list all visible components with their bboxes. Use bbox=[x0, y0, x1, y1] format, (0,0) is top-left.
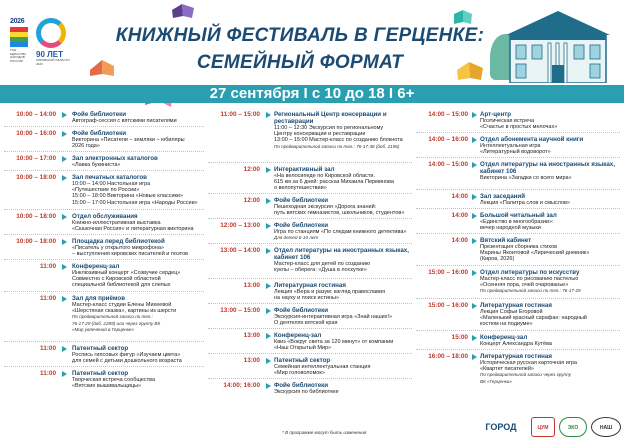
event-line: Квиз «Вокруг света за 120 минут» от компании bbox=[274, 339, 394, 345]
event-line: «На велосипеде по Кировской области. bbox=[274, 173, 376, 179]
divider bbox=[416, 157, 620, 158]
event-line: Центру консервации и реставрации bbox=[274, 131, 366, 138]
event-line: 11:00 – 12:30 Экскурсия по региональному bbox=[274, 125, 384, 131]
event-line: о велопутешествии» bbox=[274, 185, 327, 192]
event-venue: Вятский кабинет bbox=[480, 237, 532, 244]
event-date-bar: 27 сентября I с 10 до 18 I 6+ bbox=[0, 85, 624, 103]
divider bbox=[208, 278, 412, 279]
event-venue: Патентный сектор bbox=[274, 357, 331, 364]
arrow-icon bbox=[266, 358, 271, 364]
event-line: костюм на подиуме» bbox=[480, 321, 533, 328]
event-line: Викторина «Писатели – земляки – юбиляры bbox=[72, 137, 185, 143]
event-line: «Единство в многообразии»: bbox=[480, 219, 554, 225]
divider bbox=[208, 303, 412, 304]
event-venue: Арт-центр bbox=[480, 111, 512, 118]
arrow-icon bbox=[472, 270, 477, 276]
event-body bbox=[480, 212, 622, 231]
event-body bbox=[274, 282, 414, 301]
event-body bbox=[72, 263, 208, 289]
sponsor-logos bbox=[475, 415, 623, 439]
event-time: 13:00 bbox=[243, 332, 260, 339]
arrow-icon bbox=[266, 112, 271, 118]
divider bbox=[208, 353, 412, 354]
event-venue: Фойе библиотеки bbox=[72, 111, 127, 118]
event-line: 10:00 – 14:00 Настольная игра bbox=[72, 181, 151, 187]
event-line: Мастер-класс для детей по созданию bbox=[274, 261, 371, 267]
arrow-icon bbox=[266, 383, 271, 389]
event-venue: Литературная гостиная bbox=[480, 302, 552, 309]
event-venue: Патентный сектор bbox=[72, 345, 129, 352]
event-line: «Шерстяная сказка», картины из шерсти bbox=[72, 308, 177, 315]
event-note: По предварительной записи через группу bbox=[480, 372, 571, 378]
event-time: 12:00 bbox=[243, 197, 260, 204]
event-time: 13:00 – 14:00 bbox=[220, 247, 260, 254]
divider bbox=[4, 170, 204, 171]
event-line: путь вятских гимназистов, школьников, студентов» bbox=[274, 210, 405, 217]
event-body bbox=[480, 237, 622, 263]
event-note: По предварительной записи по тел.: bbox=[72, 314, 153, 320]
event-note: По предварительной записи по тел.: 76-17-29 bbox=[480, 288, 581, 294]
event-body bbox=[480, 269, 622, 295]
logos bbox=[10, 18, 75, 73]
sponsor-eco-logo: ЭКО bbox=[559, 417, 587, 437]
event-venue: Интерактивный зал bbox=[274, 166, 335, 173]
event-line: 13:00 – 15:00 Мастер-класс по созданию блокнота bbox=[274, 137, 403, 144]
event-body bbox=[274, 197, 414, 216]
logo-stripes-icon bbox=[10, 27, 28, 47]
sponsor-gorod-logo: ГОРОД bbox=[485, 422, 517, 432]
divider bbox=[416, 349, 620, 350]
event-venue: Фойе библиотеки bbox=[274, 307, 329, 314]
event-venue: Фойе библиотеки bbox=[72, 130, 127, 137]
arrow-icon bbox=[62, 131, 67, 137]
event-venue: Фойе библиотеки bbox=[274, 382, 329, 389]
event-line: (Киров, 2026) bbox=[480, 256, 515, 263]
event-line: Творческая встреча сообщества bbox=[72, 377, 156, 383]
event-time: 14:00 bbox=[451, 212, 468, 219]
event-line: «Счастье в простых мелочах» bbox=[480, 124, 558, 131]
event-body bbox=[480, 193, 622, 206]
event-line: вечер народной музыки bbox=[480, 225, 541, 232]
event-body bbox=[72, 295, 208, 333]
event-line: Инклюзивный концерт «Созвучие сердец» bbox=[72, 270, 181, 276]
page-title bbox=[110, 22, 490, 76]
event-time: 11:00 – 15:00 bbox=[220, 111, 260, 118]
arrow-icon bbox=[62, 175, 67, 181]
event-time: 10:00 – 18:00 bbox=[16, 174, 56, 181]
event-body bbox=[274, 166, 414, 192]
title-line-1: КНИЖНЫЙ ФЕСТИВАЛЬ В ГЕРЦЕНКЕ: bbox=[115, 25, 485, 46]
arrow-icon bbox=[472, 213, 477, 219]
event-time: 10:00 – 16:00 bbox=[16, 130, 56, 137]
divider bbox=[416, 330, 620, 331]
event-line: Совместно с Кировской областной bbox=[72, 276, 161, 283]
arrow-icon bbox=[472, 354, 477, 360]
event-line: Поэтическая встреча bbox=[480, 118, 535, 124]
event-line: О деятелях вятской края bbox=[274, 320, 338, 327]
event-body bbox=[480, 136, 622, 155]
arrow-icon bbox=[62, 112, 67, 118]
event-venue: Литературная гостиная bbox=[480, 353, 552, 360]
event-body bbox=[72, 345, 208, 364]
event-time: 14:00 – 16:00 bbox=[428, 136, 468, 143]
event-line: Автограф-сессия с вятскими писателями bbox=[72, 118, 177, 124]
arrow-icon bbox=[266, 198, 271, 204]
event-line: – выступления кировских писателей и поэтов bbox=[72, 251, 189, 258]
event-body bbox=[72, 238, 208, 257]
event-venue: Отдел литературы по искусству bbox=[480, 269, 580, 276]
event-time: 13:00 bbox=[243, 282, 260, 289]
divider bbox=[416, 132, 620, 133]
event-venue: Зал электронных каталогов bbox=[72, 155, 158, 162]
event-line: «Маленький красный сарафан: народный bbox=[480, 315, 587, 322]
event-body bbox=[274, 222, 414, 241]
logo-caption: ГОД ЕДИНСТВА НАРОДОВ РОССИИ bbox=[10, 48, 27, 63]
event-body bbox=[480, 353, 622, 385]
arrow-icon bbox=[62, 296, 67, 302]
event-line: «Осенняя пора, очей очарованье» bbox=[480, 282, 569, 289]
divider bbox=[208, 162, 412, 163]
event-venue: Отдел литературы на иностранных языках, кабинет 106 bbox=[274, 247, 409, 261]
event-venue: Фойе библиотеки bbox=[274, 222, 329, 229]
kirov-ring-icon bbox=[36, 18, 66, 48]
event-body bbox=[274, 357, 414, 376]
divider bbox=[208, 328, 412, 329]
event-line: «Путешествие по России» bbox=[72, 187, 140, 194]
event-body bbox=[480, 111, 622, 130]
event-line: Роспись гипсовых фигур «Изучаем цвета» bbox=[72, 352, 181, 358]
event-time: 10:00 – 17:00 bbox=[16, 155, 56, 162]
divider bbox=[208, 378, 412, 379]
arrow-icon bbox=[472, 162, 477, 168]
event-body bbox=[72, 155, 208, 168]
event-venue: Отдел обслуживания bbox=[72, 213, 138, 220]
event-body bbox=[72, 111, 208, 124]
divider bbox=[4, 291, 204, 292]
title-line-2: СЕМЕЙНЫЙ ФОРМАТ bbox=[196, 52, 404, 73]
event-time: 14:00 – 15:00 bbox=[428, 111, 468, 118]
event-line: для семей с детьми дошкольного возраста bbox=[72, 358, 182, 365]
event-venue: Патентный сектор bbox=[72, 370, 129, 377]
event-line: Марины Якоитовой «Лирический дневник» bbox=[480, 250, 590, 257]
event-time: 11:00 bbox=[40, 295, 56, 302]
event-time: 12:00 bbox=[243, 166, 260, 173]
event-line: Мастер-класс по рисованию пастелью bbox=[480, 276, 579, 282]
flying-book-icon-3 bbox=[170, 2, 196, 20]
event-time: 14:00 – 15:00 bbox=[428, 161, 468, 168]
arrow-icon bbox=[472, 194, 477, 200]
event-venue: Отдел абонемента научной книги bbox=[480, 136, 584, 143]
logo-caption-2: КИРОВСКОЙ ОБЛАСТИ 2026 bbox=[36, 58, 70, 66]
divider bbox=[416, 189, 620, 190]
event-line: 15:00 – 18:00 Викторина «Новые классики» bbox=[72, 193, 184, 200]
event-body bbox=[274, 332, 414, 351]
divider bbox=[4, 234, 204, 235]
event-time: 10:00 – 14:00 bbox=[16, 111, 56, 118]
event-note: Для детей 6-10 лет bbox=[274, 235, 319, 241]
event-body bbox=[72, 213, 208, 232]
divider bbox=[4, 366, 204, 367]
arrow-icon bbox=[472, 112, 477, 118]
event-line: куклы – оберега: «Душа в лоскутке» bbox=[274, 267, 367, 274]
event-body bbox=[274, 307, 414, 326]
event-venue: Литературная гостиная bbox=[274, 282, 346, 289]
divider bbox=[208, 243, 412, 244]
event-venue: Зал заседаний bbox=[480, 193, 525, 200]
event-line: «Мир головоломок» bbox=[274, 370, 325, 377]
event-line: «Литературный водоворот» bbox=[480, 149, 551, 156]
divider bbox=[4, 341, 204, 342]
event-body bbox=[274, 382, 414, 395]
event-line: Лекция «Палитра слов и смыслов» bbox=[480, 200, 570, 206]
logo-years: 90 ЛЕТ bbox=[36, 50, 63, 59]
event-line: Пешеходная экскурсия «Дорога знаний: bbox=[274, 204, 377, 210]
event-line: Интеллектуальная игра bbox=[480, 143, 541, 149]
event-venue: Зал для приёмов bbox=[72, 295, 125, 302]
event-line: 2026 года» bbox=[72, 143, 100, 150]
arrow-icon bbox=[62, 214, 67, 220]
event-note: 76-17-29 (доб. 2289) или через группу ВК bbox=[72, 320, 161, 326]
event-time: 11:00 bbox=[40, 263, 56, 270]
event-line: Лекция «Вера и разум: взгляд православия bbox=[274, 289, 386, 295]
arrow-icon bbox=[266, 333, 271, 339]
event-line: Экскурсия по библиотеке bbox=[274, 389, 339, 395]
event-time: 15:00 bbox=[451, 334, 468, 341]
event-venue: Зал печатных каталогов bbox=[72, 174, 147, 181]
divider bbox=[208, 193, 412, 194]
event-body bbox=[72, 174, 208, 206]
event-line: Мастер-класс студии Елены Михеевой bbox=[72, 302, 172, 308]
event-note: «Мир увлечений в Герценке» bbox=[72, 326, 135, 332]
event-time: 10:00 – 18:00 bbox=[16, 238, 56, 245]
kirov-90-logo bbox=[36, 18, 76, 73]
year-of-unity-logo bbox=[10, 18, 32, 64]
event-note: По предварительной записи по тел.: 76-17-38 (доб. 2196) bbox=[274, 143, 400, 149]
arrow-icon bbox=[472, 137, 477, 143]
event-line: «Лавка букиниста» bbox=[72, 162, 121, 168]
event-venue: Конференц-зал bbox=[72, 263, 120, 270]
event-time: 16:00 – 18:00 bbox=[428, 353, 468, 360]
event-line: Презентация сборника стихов bbox=[480, 244, 558, 250]
event-line: Книжно-иллюстративная выставка bbox=[72, 220, 161, 226]
event-line: Семейная интеллектуальная станция bbox=[274, 364, 371, 370]
event-body bbox=[72, 130, 208, 149]
arrow-icon bbox=[62, 239, 67, 245]
event-venue: Фойе библиотеки bbox=[274, 197, 329, 204]
arrow-icon bbox=[62, 264, 67, 270]
event-line: 615 км за 6 дней: рассказ Михаила Перминова bbox=[274, 179, 394, 186]
event-venue: Региональный Центр консервации и реставрации bbox=[274, 111, 387, 125]
divider bbox=[416, 208, 620, 209]
arrow-icon bbox=[62, 371, 67, 377]
event-line: Лекция Софьи Егоровой bbox=[480, 309, 543, 315]
event-line: Концерт Александра Кутёва bbox=[480, 341, 552, 347]
arrow-icon bbox=[472, 238, 477, 244]
event-time: 11:00 bbox=[40, 370, 56, 377]
event-time: 10:00 – 18:00 bbox=[16, 213, 56, 220]
event-body bbox=[480, 302, 622, 328]
event-line: Историческая русская карточная игра bbox=[480, 360, 577, 366]
event-time: 15:00 – 16:00 bbox=[428, 302, 468, 309]
arrow-icon bbox=[266, 167, 271, 173]
event-body bbox=[480, 334, 622, 347]
event-line: 15:00 – 17:00 Настольная игра «Народы России» bbox=[72, 199, 198, 206]
library-building-illustration bbox=[498, 5, 618, 83]
event-body bbox=[480, 161, 622, 181]
divider bbox=[4, 259, 204, 260]
arrow-icon bbox=[266, 248, 271, 254]
event-venue: Большой читальный зал bbox=[480, 212, 557, 219]
sponsor-tsum-logo: ЦУМ bbox=[531, 417, 555, 437]
event-time: 13:00 bbox=[243, 357, 260, 364]
event-venue: Конференц-зал bbox=[480, 334, 528, 341]
divider bbox=[4, 209, 204, 210]
event-venue: Конференц-зал bbox=[274, 332, 322, 339]
arrow-icon bbox=[62, 346, 67, 352]
footnote: * В программе могут быть изменения bbox=[282, 430, 367, 435]
event-body bbox=[274, 111, 414, 150]
event-line: Игра по станциям «По следам книжного детектива» bbox=[274, 229, 407, 235]
event-line: «Писатель у открытого микрофона» bbox=[72, 245, 164, 251]
arrow-icon bbox=[62, 156, 67, 162]
event-time: 14:00; 16:00 bbox=[223, 382, 260, 389]
event-body bbox=[72, 370, 208, 389]
event-venue: Отдел литературы на иностранных языках, кабинет 106 bbox=[480, 161, 615, 175]
event-line: «Наш Открытый Мир» bbox=[274, 345, 332, 352]
event-time: 12:00 – 13:00 bbox=[220, 222, 260, 229]
event-line: на науку и поиск истины» bbox=[274, 295, 340, 302]
arrow-icon bbox=[266, 283, 271, 289]
event-time: 13:00 – 15:00 bbox=[220, 307, 260, 314]
event-line: Викторина «Загадки со всего мира» bbox=[480, 175, 572, 181]
divider bbox=[416, 265, 620, 266]
arrow-icon bbox=[266, 223, 271, 229]
event-time: 15:00 – 16:00 bbox=[428, 269, 468, 276]
divider bbox=[4, 151, 204, 152]
divider bbox=[4, 126, 204, 127]
divider bbox=[208, 218, 412, 219]
event-time: 14:00 bbox=[451, 193, 468, 200]
arrow-icon bbox=[472, 335, 477, 341]
event-venue: Площадка перед библиотекой bbox=[72, 238, 165, 245]
event-line: специальной библиотекой для слепых bbox=[72, 282, 171, 289]
event-line: «Вятские вышивальщицы» bbox=[72, 383, 142, 390]
event-body bbox=[274, 247, 414, 273]
header bbox=[0, 0, 624, 84]
divider bbox=[416, 298, 620, 299]
event-line: Экскурсия-интерактивная игра «Знай наших!» bbox=[274, 314, 393, 320]
logo-year: 2026 bbox=[10, 18, 25, 25]
arrow-icon bbox=[266, 308, 271, 314]
sponsor-nash-logo: НАШ bbox=[591, 417, 621, 437]
event-time: 14:00 bbox=[451, 237, 468, 244]
arrow-icon bbox=[472, 303, 477, 309]
event-time: 11:00 bbox=[40, 345, 56, 352]
event-note: ВК «Герценка» bbox=[480, 378, 512, 384]
divider bbox=[416, 233, 620, 234]
event-line: «Квартет писателей» bbox=[480, 366, 534, 373]
event-line: «Сказочная Россия» и литературная викторина bbox=[72, 226, 194, 233]
